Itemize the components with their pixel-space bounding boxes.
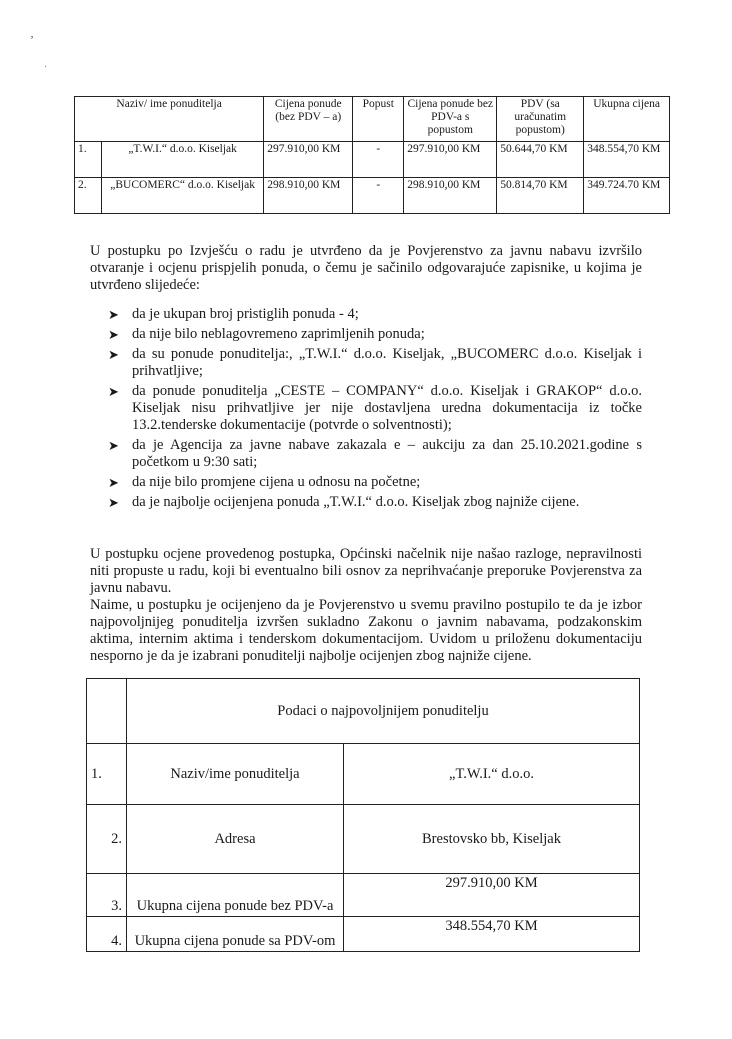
list-item: ➤ da je Agencija za javne nabave zakazala e – aukciju za dan 25.10.2021.godine s početkom u 9:30 sati; xyxy=(108,437,642,470)
header-price-discount: Cijena ponude bez PDV-a s popustom xyxy=(404,97,497,142)
table-title: Podaci o najpovoljnijem ponuditelju xyxy=(127,679,640,744)
arrow-bullet-icon: ➤ xyxy=(108,384,119,399)
table-row xyxy=(75,142,670,178)
list-item: ➤ da je najbolje ocijenjena ponuda „T.W.I.“ d.o.o. Kiseljak zbog najniže cijene. xyxy=(108,494,580,510)
row-label: Ukupna cijena ponude bez PDV-a xyxy=(127,874,344,917)
row-price: 298.910,00 KM xyxy=(264,178,353,214)
row-number: 1. xyxy=(87,744,127,805)
arrow-bullet-icon: ➤ xyxy=(108,475,119,490)
row-discount: - xyxy=(353,142,404,178)
offers-table xyxy=(74,96,670,214)
header-total: Ukupna cijena xyxy=(584,97,670,142)
conclusion-paragraph: Naime, u postupku je ocijenjeno da je Povjerenstvo u svemu pravilno postupilo te da je izbor najpovoljnijeg ponuditelja izvršen sukladno Zakonu o javnim nabavama, podzakonskim aktima, internim aktima i tenderskom dokumentacijom. Uvidom u priloženu dokumentaciju nesporno je da je izabrani ponuditelji najbolje ocijenjen zbog najniže cijene. xyxy=(90,597,642,664)
row-price-discount: 298.910,00 KM xyxy=(404,178,497,214)
list-item: ➤ da nije bilo neblagovremeno zaprimljenih ponuda; xyxy=(108,326,425,342)
row-vat: 50.814,70 KM xyxy=(497,178,584,214)
header-name: Naziv/ ime ponuditelja xyxy=(75,97,264,142)
row-price: 297.910,00 KM xyxy=(264,142,353,178)
row-number: 2. xyxy=(87,805,127,874)
row-total: 349.724.70 KM xyxy=(584,178,670,214)
header-price: Cijena ponude (bez PDV – a) xyxy=(264,97,353,142)
table-header-row xyxy=(75,97,670,142)
row-number: 4. xyxy=(87,917,127,952)
row-name: „T.W.I.“ d.o.o. Kiseljak xyxy=(102,142,264,178)
arrow-bullet-icon: ➤ xyxy=(108,495,119,510)
list-item: ➤ da nije bilo promjene cijena u odnosu na početne; xyxy=(108,474,421,490)
row-name: „BUCOMERC“ d.o.o. Kiseljak xyxy=(102,178,264,214)
row-number: 3. xyxy=(87,874,127,917)
list-item: ➤ da su ponude ponuditelja:, „T.W.I.“ d.o.o. Kiseljak, „BUCOMERC d.o.o. Kiseljak i prihvatljive; xyxy=(108,346,642,379)
header-discount: Popust xyxy=(353,97,404,142)
row-price-discount: 297.910,00 KM xyxy=(404,142,497,178)
table-row xyxy=(87,917,640,952)
row-number: 1. xyxy=(75,142,102,178)
table-row xyxy=(87,744,640,805)
scan-mark: ‚ xyxy=(30,26,34,40)
row-total: 348.554,70 KM xyxy=(584,142,670,178)
row-discount: - xyxy=(353,178,404,214)
row-value: 348.554,70 KM xyxy=(344,917,640,952)
row-value: Brestovsko bb, Kiseljak xyxy=(344,805,640,874)
row-label: Adresa xyxy=(127,805,344,874)
arrow-bullet-icon: ➤ xyxy=(108,438,119,453)
arrow-bullet-icon: ➤ xyxy=(108,307,119,322)
row-label: Naziv/ime ponuditelja xyxy=(127,744,344,805)
row-value: 297.910,00 KM xyxy=(344,874,640,917)
row-number: 2. xyxy=(75,178,102,214)
table-row xyxy=(87,805,640,874)
intro-paragraph: U postupku po Izvješću o radu je utvrđeno da je Povjerenstvo za javnu nabavu izvršilo otvaranje i ocjenu prispjelih ponuda, o čemu je sačinilo odgovarajuće zapisnike, u kojima je utvrđeno slijedeće: xyxy=(90,243,642,293)
row-vat: 50.644,70 KM xyxy=(497,142,584,178)
evaluation-paragraph: U postupku ocjene provedenog postupka, Općinski načelnik nije našao razloge, nepravilnosti niti propuste u radu, koji bi eventualno bili osnov za neprihvaćanje preporuke Povjerenstva za javnu nabavu. xyxy=(90,546,642,596)
row-label: Ukupna cijena ponude sa PDV-om xyxy=(127,917,344,952)
arrow-bullet-icon: ➤ xyxy=(108,347,119,362)
row-value: „T.W.I.“ d.o.o. xyxy=(344,744,640,805)
findings-list xyxy=(108,306,642,514)
header-vat: PDV (sa uračunatim popustom) xyxy=(497,97,584,142)
list-item: ➤ da je ukupan broj pristiglih ponuda - 4; xyxy=(108,306,359,322)
table-row xyxy=(87,874,640,917)
arrow-bullet-icon: ➤ xyxy=(108,327,119,342)
list-item: ➤ da ponude ponuditelja „CESTE – COMPANY“ d.o.o. Kiseljak i GRAKOP“ d.o.o. Kiseljak nisu prihvatljive jer nije dostavljena uredna dokumentacija iz točke 13.2.tenderske dokumentacije (potvrde o solventnosti); xyxy=(108,383,642,433)
scan-mark: · xyxy=(44,62,48,73)
table-title-row xyxy=(87,679,640,744)
best-bidder-table xyxy=(86,678,640,952)
table-row xyxy=(75,178,670,214)
